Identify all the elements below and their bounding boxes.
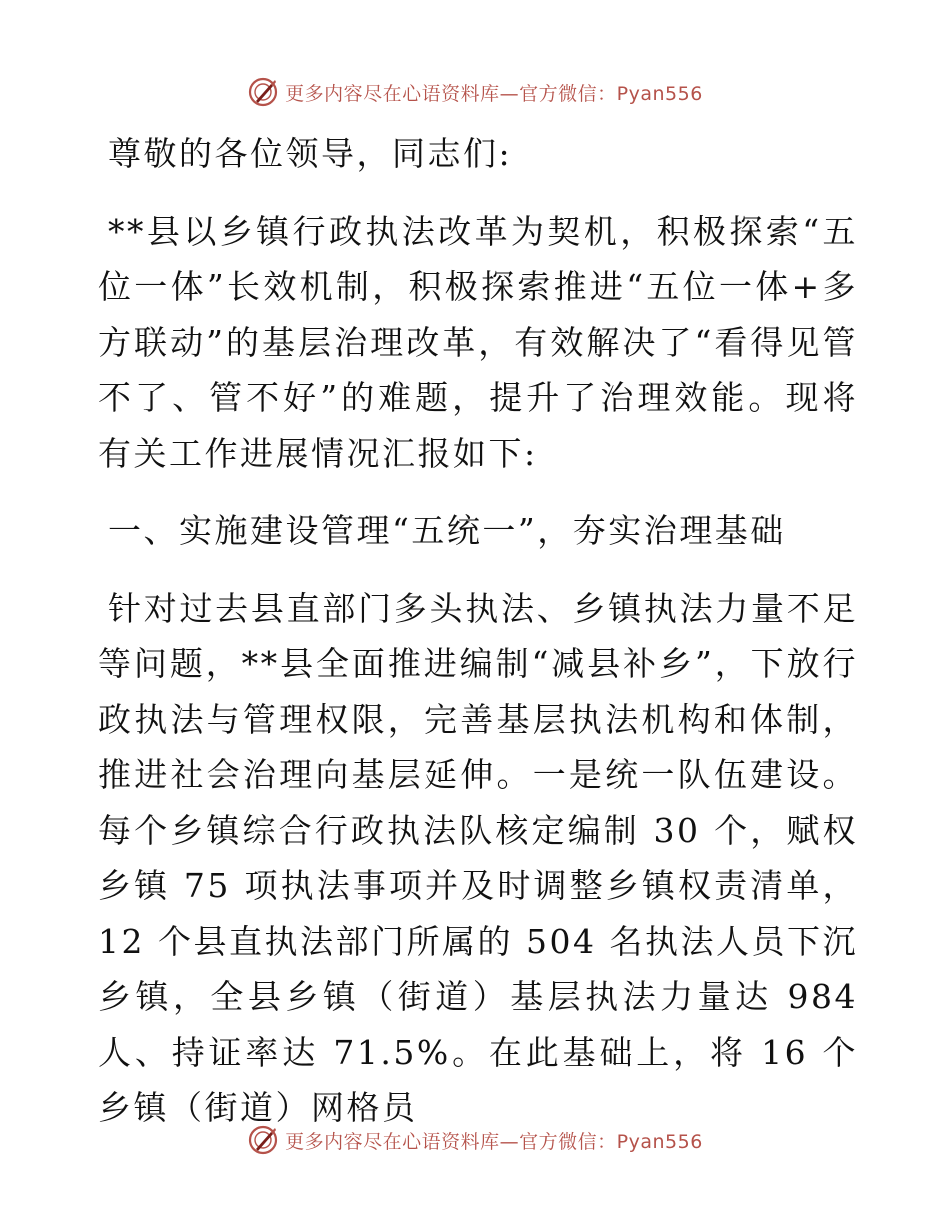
intro-paragraph: **县以乡镇行政执法改革为契机，积极探索“五位一体”长效机制，积极探索推进“五位一体+多方联动”的基层治理改革，有效解决了“看得见管不了、管不好”的难题，提升了治理效能。现将有关工作进展情况汇报如下: [98, 211, 858, 473]
section-body-paragraph: 针对过去县直部门多头执法、乡镇执法力量不足等问题，**县全面推进编制“减县补乡”，下放行政执法与管理权限，完善基层执法机构和体制，推进社会治理向基层延伸。一是统一队伍建设。每个乡镇综合行政执法队核定编制 30 个，赋权乡镇 75 项执法事项并及时调整乡镇权责清单，12 个县直执法部门所属的 504 名执法人员下沉乡镇，全县乡镇（街道）基层执法力量达 984 人、持证率达 71.5%。在此基础上，将 16 个乡镇（街道）网格员 [98, 588, 858, 1127]
salutation: 尊敬的各位领导，同志们: [108, 134, 513, 173]
watermark-text: 更多内容尽在心语资料库—官方微信：Pyan556 [285, 82, 703, 105]
section-heading: 一、实施建设管理“五统一”，夯实治理基础 [108, 511, 786, 550]
footer-watermark [0, 1120, 950, 1160]
quill-pen-logo-icon [247, 76, 279, 108]
header-watermark [0, 72, 950, 112]
quill-pen-logo-icon [247, 1124, 279, 1156]
document-body [98, 126, 858, 1158]
watermark-text: 更多内容尽在心语资料库—官方微信：Pyan556 [285, 1130, 703, 1153]
